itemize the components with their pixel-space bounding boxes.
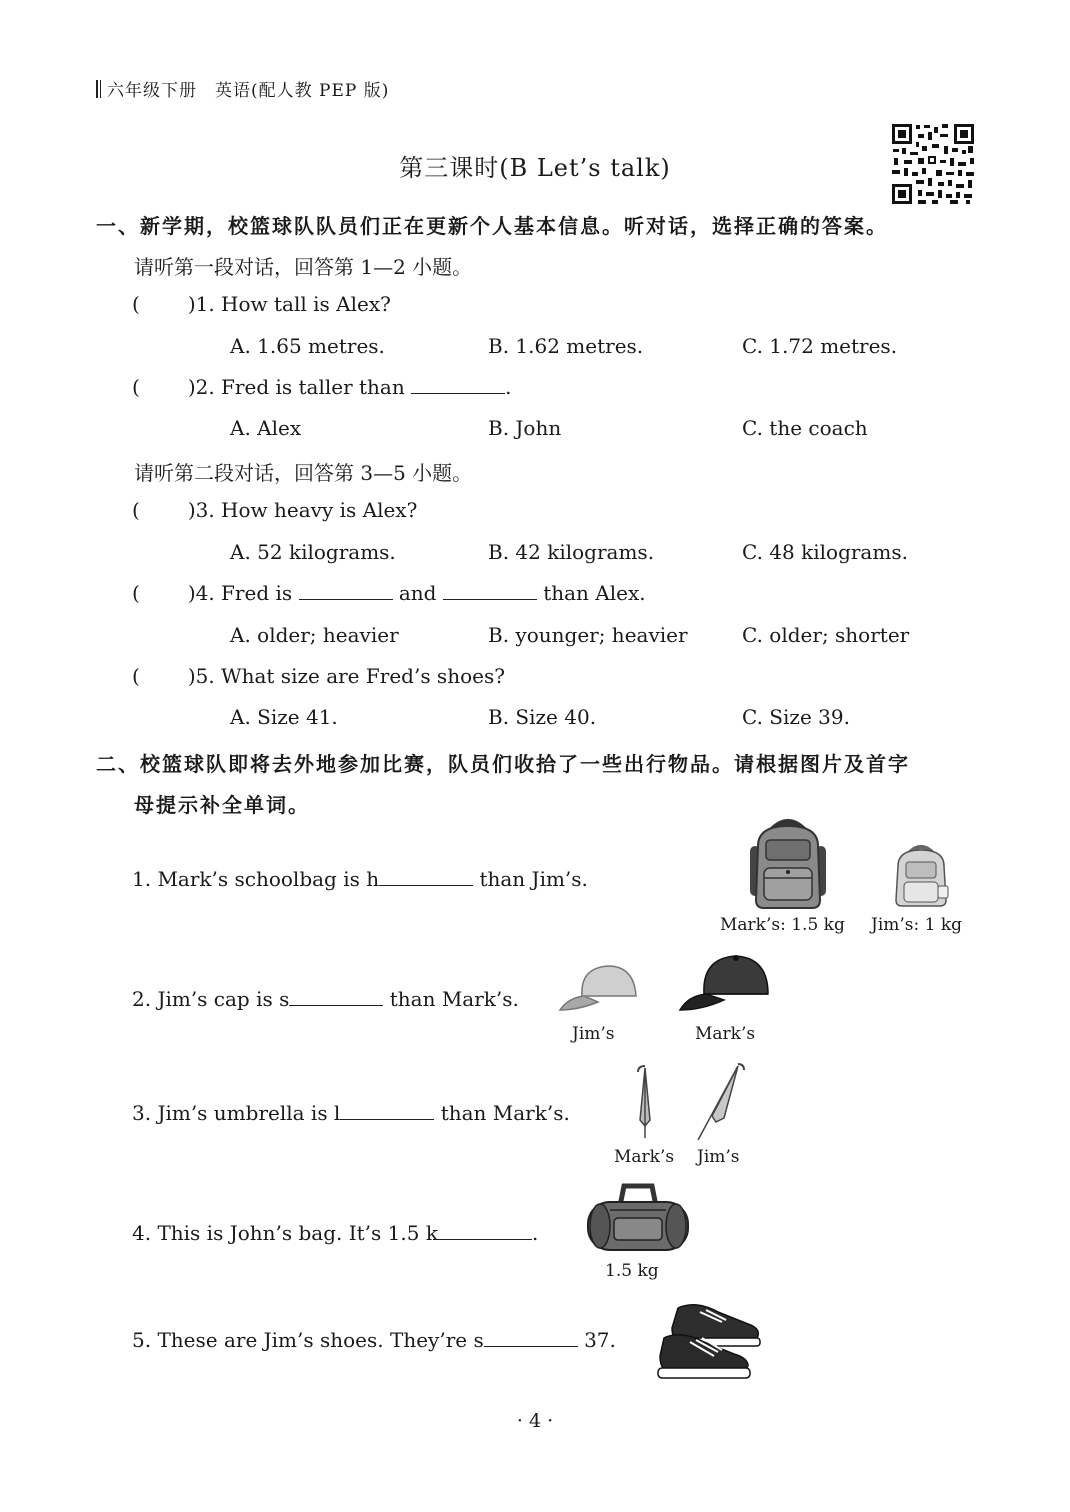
- question-4: ( )4. Fred is and than Alex.: [132, 581, 646, 605]
- q1-option-b[interactable]: B. 1.62 metres.: [488, 334, 644, 358]
- cap-small-icon: [558, 960, 640, 1018]
- q2-option-c[interactable]: C. the coach: [742, 416, 868, 440]
- fill-5-blank[interactable]: [484, 1328, 578, 1347]
- fill-1-blank[interactable]: [379, 867, 473, 886]
- q4-option-a[interactable]: A. older; heavier: [230, 623, 399, 647]
- q2-option-a[interactable]: A. Alex: [230, 416, 302, 440]
- q4-option-b[interactable]: B. younger; heavier: [488, 623, 688, 647]
- umbrella-long-icon: [694, 1060, 746, 1144]
- mark-schoolbag-label: Mark’s: 1.5 kg: [720, 915, 845, 935]
- q5-option-b[interactable]: B. Size 40.: [488, 705, 597, 729]
- cap-large-icon: [678, 952, 770, 1018]
- fill-question-5: 5. These are Jim’s shoes. They’re s 37.: [132, 1328, 616, 1352]
- q4-blank-2[interactable]: [443, 581, 537, 600]
- schoolbag-large-icon: [742, 816, 834, 912]
- jim-umbrella-label: Jim’s: [697, 1147, 740, 1167]
- bag-weight-label: 1.5 kg: [605, 1261, 659, 1281]
- sports-bag-icon: [584, 1180, 692, 1254]
- fill-2-blank[interactable]: [289, 987, 383, 1006]
- fill-question-4: 4. This is John’s bag. It’s 1.5 k .: [132, 1221, 539, 1245]
- q3-option-c[interactable]: C. 48 kilograms.: [742, 540, 908, 564]
- q5-option-c[interactable]: C. Size 39.: [742, 705, 850, 729]
- q1-option-a[interactable]: A. 1.65 metres.: [230, 334, 385, 358]
- q1-option-c[interactable]: C. 1.72 metres.: [742, 334, 898, 358]
- q3-option-b[interactable]: B. 42 kilograms.: [488, 540, 655, 564]
- umbrella-short-icon: [630, 1062, 660, 1142]
- q4-option-c[interactable]: C. older; shorter: [742, 623, 910, 647]
- fill-4-blank[interactable]: [438, 1221, 532, 1240]
- jim-schoolbag-label: Jim’s: 1 kg: [871, 915, 963, 935]
- q2-option-b[interactable]: B. John: [488, 416, 562, 440]
- jim-cap-label: Jim’s: [572, 1024, 615, 1044]
- q3-option-a[interactable]: A. 52 kilograms.: [230, 540, 396, 564]
- section-two-heading-line1: 二、校篮球队即将去外地参加比赛，队员们收拾了一些出行物品。请根据图片及首字: [96, 752, 910, 776]
- mark-umbrella-label: Mark’s: [614, 1147, 675, 1167]
- fill-question-3: 3. Jim’s umbrella is l than Mark’s.: [132, 1101, 570, 1125]
- section-two-heading-line2: 母提示补全单词。: [134, 793, 310, 817]
- instruction-dialogue-2: 请听第二段对话，回答第 3—5 小题。: [134, 461, 473, 485]
- fill-question-1: 1. Mark’s schoolbag is h than Jim’s.: [132, 867, 588, 891]
- question-3: ( )3. How heavy is Alex?: [132, 498, 418, 522]
- lesson-title: 第三课时(B Let’s talk): [399, 154, 671, 182]
- instruction-dialogue-1: 请听第一段对话，回答第 1—2 小题。: [134, 255, 473, 279]
- schoolbag-small-icon: [888, 842, 954, 908]
- section-one-heading: 一、新学期，校篮球队队员们正在更新个人基本信息。听对话，选择正确的答案。: [96, 214, 888, 238]
- running-header: 六年级下册 英语(配人教 PEP 版): [96, 76, 389, 101]
- q2-blank[interactable]: [411, 375, 505, 394]
- q4-blank-1[interactable]: [299, 581, 393, 600]
- question-2: ( )2. Fred is taller than .: [132, 375, 512, 399]
- shoes-icon: [656, 1298, 762, 1382]
- question-1: ( )1. How tall is Alex?: [132, 292, 391, 316]
- page-number: · 4 ·: [516, 1410, 554, 1432]
- q5-option-a[interactable]: A. Size 41.: [230, 705, 338, 729]
- fill-3-blank[interactable]: [340, 1101, 434, 1120]
- question-5: ( )5. What size are Fred’s shoes?: [132, 664, 505, 688]
- fill-question-2: 2. Jim’s cap is s than Mark’s.: [132, 987, 519, 1011]
- mark-cap-label: Mark’s: [695, 1024, 756, 1044]
